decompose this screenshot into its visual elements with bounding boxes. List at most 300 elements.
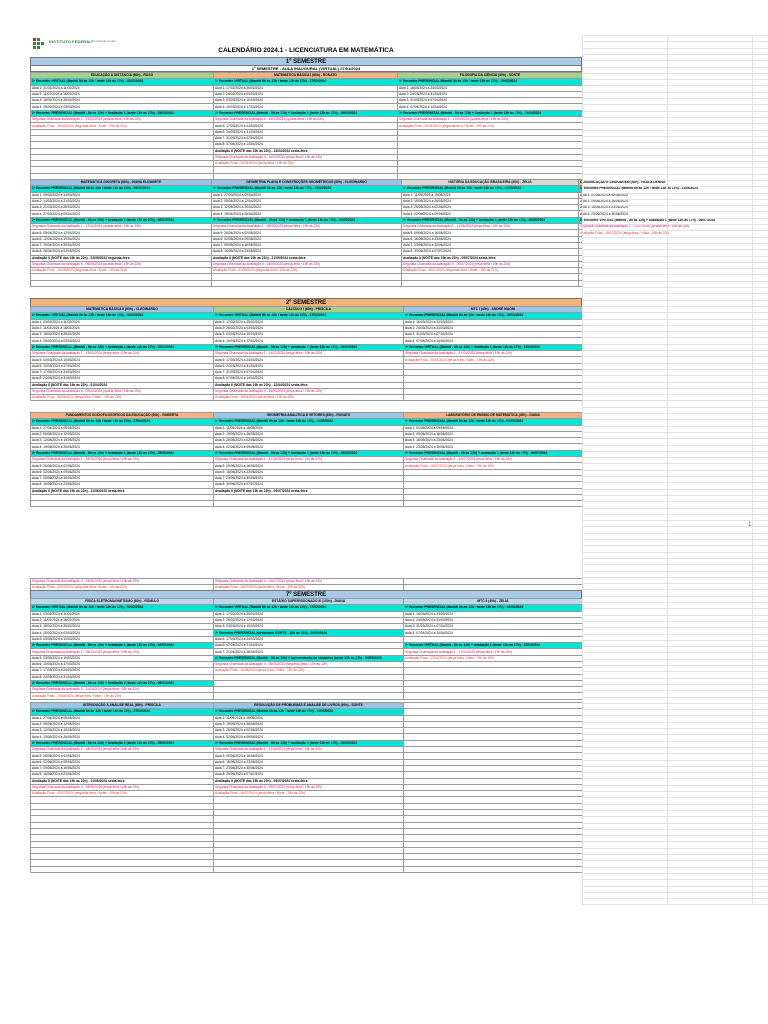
grid-line bbox=[582, 123, 768, 124]
schedule-cell: Avaliação Final - 20/04/2024 (terça-feira / Noite - 19h às 22h) bbox=[404, 357, 583, 363]
grid-line bbox=[582, 879, 768, 880]
schedule-cell: Aula 1: 01/06/2024 a 09/06/2024 bbox=[404, 425, 583, 431]
schedule-cell: Segunda Chamada da Avaliação II - 03/04/2024 (quarta-feira / 19h às 22h) bbox=[31, 388, 214, 394]
grid-line bbox=[582, 167, 768, 168]
schedule-cell: Aula 5: 09/06/2024 a 16/06/2024 bbox=[402, 230, 579, 236]
grid-line bbox=[582, 791, 768, 792]
schedule-cell: Aula 5: 26/05/2024 a 02/06/2024 bbox=[31, 463, 214, 469]
grid-line bbox=[582, 199, 768, 200]
grid-line bbox=[582, 867, 768, 868]
grid-line bbox=[582, 117, 768, 118]
schedule-cell: Aula 7: 09/05/2024 a 16/05/2024 bbox=[212, 242, 402, 248]
schedule-cell: 1º Encontro PRESENCIAL (Manhã 8h às 12h / tarde 13h às 17h) - 09/03/2024 bbox=[31, 186, 212, 192]
calendar-page-1 bbox=[30, 35, 716, 515]
schedule-cell: Aula 4: 02/06/2024 a 09/06/2024 bbox=[214, 444, 404, 450]
schedule-cell: Aula 3: 12/04/2024 a 19/04/2024 bbox=[212, 205, 402, 211]
schedule-cell: 2º Encontro PRESENCIAL (Manhã - 8h às 12h) + Avaliação 1 (tarde 13h às 17h) - 09/03/2024 bbox=[214, 110, 398, 116]
course-header: HISTÓRIA DA EDUCAÇÃO BRASILEIRA (40h) - ZELIA bbox=[402, 180, 579, 186]
table-header-row bbox=[31, 413, 583, 419]
schedule-cell: Aula 5: 09/06/2024 a 16/06/2024 bbox=[214, 463, 404, 469]
schedule-cell: Aula 3: 31/03/2024 a 07/04/2024 bbox=[404, 624, 583, 630]
grid-line bbox=[582, 571, 768, 572]
grid-line bbox=[582, 230, 768, 231]
schedule-cell: Aula 6: 24/03/2024 a 31/03/2024 bbox=[214, 129, 398, 135]
schedule-cell: Avaliação Final - 20/04/2024 (segunda-feira / Noite - 19h às 22h) bbox=[398, 123, 583, 129]
schedule-cell bbox=[402, 280, 579, 286]
schedule-cell: Avaliação Final - 10/05/2024 (segunda-feira / Noite - 19h às 22h) bbox=[31, 268, 212, 274]
schedule-cell: Segunda Chamada da Avaliação 1 - 17/04/2024 (terça-feira / 19h às 22h) bbox=[404, 649, 583, 655]
schedule-cell: Aula 3: 18/02/2024 a 25/02/2024 bbox=[31, 98, 214, 104]
schedule-cell: Avaliação II (NOITE das 19h às 22h) - 21/05/2024 sexta-feira bbox=[212, 255, 402, 261]
table-header-row bbox=[31, 307, 583, 313]
grid-line bbox=[582, 804, 768, 805]
course-header: FUNDAMENTOS SOCIOFILOSÓFICOS DA EDUCAÇÃO (60h) - ROBERTA bbox=[31, 413, 214, 419]
schedule-cell bbox=[404, 395, 583, 401]
schedule-cell: Aula 2: 24/03/2024 a 31/03/2024 bbox=[404, 325, 583, 331]
schedule-cell: Aula 3: 03/03/2024 a 10/03/2024 bbox=[214, 98, 398, 104]
grid-line bbox=[582, 79, 768, 80]
grid-line bbox=[582, 243, 768, 244]
schedule-cell: Aula 3: 12/05/2024 a 19/05/2024 bbox=[31, 438, 214, 444]
schedule-cell: Aula 6: 16/06/2024 a 23/06/2024 bbox=[214, 469, 404, 475]
grid-line bbox=[582, 319, 768, 320]
schedule-cell bbox=[212, 280, 402, 286]
schedule-cell: 1º Encontro VIRTUAL (Manhã 8h às 12h / tarde 13h às 17h) - 17/02/2024 bbox=[214, 313, 404, 319]
grid-line bbox=[582, 438, 768, 439]
schedule-cell: Segunda Chamada da Avaliação II - 25/06/2024 (terça-feira / 19h às 22h) bbox=[31, 579, 214, 585]
course-header: INTRODUÇÃO À ANÁLISE REAL (60h) - PRISCILA bbox=[31, 703, 214, 709]
schedule-cell: Aula 4: 19/05/2024 a 26/05/2024 bbox=[31, 734, 214, 740]
schedule-cell: Aula 4: 23/06/2024 a 30/06/2024 bbox=[580, 211, 628, 216]
semester-7-row-2-table bbox=[30, 702, 583, 873]
grid-line bbox=[582, 363, 768, 364]
schedule-cell: Aula 3: 12/05/2024 a 19/05/2024 bbox=[31, 728, 214, 734]
grid-line bbox=[582, 514, 768, 515]
grid-line bbox=[582, 180, 768, 181]
schedule-cell: 2º Encontro PRESENCIAL (Manhã - 8h às 12h) + Avaliação 1 (tarde 13h às 17h) - 08/06/2024 bbox=[402, 217, 579, 223]
schedule-cell: Avaliação Final - 02/07/2024 (segunda-feira / Noite - 19h às 22h) bbox=[31, 791, 214, 797]
schedule-cell: Avaliação Final - 15/07/2024 (terça-feira / Noite - 19h às 22h) bbox=[580, 230, 670, 235]
grid-line bbox=[582, 92, 768, 93]
schedule-cell: Aula 2: 26/02/2024 a 03/03/2024 bbox=[214, 91, 398, 97]
table-header-row bbox=[31, 180, 583, 186]
grid-line bbox=[582, 451, 768, 452]
schedule-cell: 2º Encontro PRESENCIAL (Manhã - 8h às 12h) + Avaliação 1 (tarde 13h às 17h) - 09/03/2024 bbox=[214, 344, 404, 350]
schedule-cell: Aula 2: 09/04/2024 a 12/04/2024 bbox=[212, 198, 402, 204]
schedule-cell: 1º Encontro VIRTUAL (Manhã 8h às 12h / tarde 13h às 17h) - 03/02/2024 bbox=[31, 79, 214, 85]
schedule-cell: 2º Encontro PRESENCIAL (Manhã - 8h às 12h) + Apresentação de relatórios (tarde 13h às 17h) - 04/05/2024 bbox=[214, 655, 404, 661]
course-header: EDUCAÇÃO A DISTÂNCIA (60h) - ROSO bbox=[31, 73, 214, 79]
schedule-cell: Aula 1: 17/02/2024 a 25/02/2024 bbox=[214, 319, 404, 325]
grid-line bbox=[582, 671, 768, 672]
grid-line bbox=[582, 356, 768, 357]
grid-line bbox=[582, 886, 768, 887]
schedule-cell bbox=[214, 693, 404, 699]
table-row bbox=[31, 450, 583, 456]
schedule-cell: Aula 4: 02/06/2024 a 09/06/2024 bbox=[214, 734, 404, 740]
schedule-cell: Aula 6: 02/06/2024 a 09/06/2024 bbox=[31, 759, 214, 765]
schedule-cell: Aula 3: 18/02/2024 a 25/02/2024 bbox=[31, 332, 214, 338]
grid-line bbox=[582, 589, 768, 590]
schedule-cell: Segunda Chamada da Avaliação 1 - 28/05/2024 (terça-feira / 19h às 22h) bbox=[31, 747, 214, 753]
schedule-cell: Avaliação II (NOITE das 19h às 22h) - 05/07/2024 sexta-feira bbox=[214, 778, 404, 784]
grid-line bbox=[582, 646, 768, 647]
schedule-cell: Segunda Chamada da Avaliação II - 09/07/2024 (terça-feira / 19h às 22h) bbox=[214, 784, 404, 790]
course-header: FILOSOFIA DA CIÊNCIA (40h) - SONTE bbox=[398, 73, 583, 79]
schedule-cell: Aula 2: 11/02/2024 a 18/02/2024 bbox=[31, 325, 214, 331]
grid-line bbox=[582, 382, 768, 383]
table-row bbox=[31, 280, 583, 286]
schedule-cell: Segunda Chamada da Avaliação II - 09/07/2024 (terça-feira / 19h às 22h) bbox=[214, 579, 404, 585]
grid-line bbox=[582, 665, 768, 666]
schedule-cell: Aula 2: 05/05/2024 a 12/05/2024 bbox=[31, 721, 214, 727]
grid-line bbox=[582, 860, 768, 861]
schedule-cell: Avaliação II (NOITE das 19h às 22h) - 21/06/2024 sexta-feira bbox=[31, 778, 214, 784]
grid-line bbox=[582, 331, 768, 332]
semester-7-band: 7º SEMESTRE bbox=[30, 590, 582, 599]
schedule-cell: Aula 1: 16/03/2024 a 24/03/2024 bbox=[398, 85, 583, 91]
schedule-cell: Aula 8: 30/06/2024 a 07/07/2024 bbox=[402, 249, 579, 255]
schedule-cell: Aula 3: 31/03/2024 a 07/04/2024 bbox=[404, 332, 583, 338]
table-row bbox=[31, 351, 583, 357]
table-row bbox=[31, 395, 583, 401]
schedule-cell: Aula 7: 23/06/2024 a 30/06/2024 bbox=[214, 765, 404, 771]
grid-line bbox=[582, 785, 768, 786]
schedule-cell: Aula 7: 31/03/2024 a 07/04/2024 bbox=[214, 135, 398, 141]
document-title: CALENDÁRIO 2024.1 - LICENCIATURA EM MATEMÁTICA bbox=[218, 47, 394, 54]
grid-column-line bbox=[667, 35, 668, 905]
grid-line bbox=[582, 709, 768, 710]
schedule-cell: Aula 5: 09/04/2024 a 12/04/2024 bbox=[31, 230, 212, 236]
schedule-cell: Segunda Chamada da Avaliação 1 - 11/06/2024 (terça-feira / 19h às 22h) bbox=[214, 457, 404, 463]
schedule-cell: Aula 8: 07/04/2024 a 14/04/2024 bbox=[214, 376, 404, 382]
schedule-cell: Aula 5: 09/06/2024 a 16/06/2024 bbox=[214, 753, 404, 759]
schedule-cell: Aula 6: 12/04/2024 a 19/04/2024 bbox=[31, 236, 212, 242]
schedule-cell: Segunda Chamada da Avaliação 1 - 05/03/2024 (terça-feira / 19h às 22h) bbox=[31, 649, 214, 655]
schedule-cell: Avaliação Final - 31/05/2024 (segunda-feira / 19h às 22h) bbox=[212, 268, 402, 274]
grid-line bbox=[582, 841, 768, 842]
grid-line bbox=[582, 596, 768, 597]
empty-cell bbox=[404, 866, 583, 872]
schedule-cell: Aula 3: 21/03/2024 a 28/03/2024 bbox=[31, 205, 212, 211]
grid-line bbox=[582, 835, 768, 836]
schedule-cell: Segunda Chamada da Avaliação II - 16/04/2024 (terça-feira / 19h às 22h) bbox=[214, 154, 398, 160]
grid-line bbox=[582, 130, 768, 131]
schedule-cell: Aula 3: 16/06/2024 a 23/06/2024 bbox=[404, 438, 583, 444]
schedule-cell: 3º Encontro PRESENCIAL (Manhã - 8h às 12h) + Avaliação 2 (tarde 13h às 17h) - 06/04/2024 bbox=[31, 680, 214, 686]
schedule-cell: Aula 1: 11/05/2024 a 19/05/2024 bbox=[214, 425, 404, 431]
schedule-cell: Segunda Chamada da Avaliação 1 - 14/03/2024 (terça-feira / 19h às 22h) bbox=[214, 351, 404, 357]
schedule-cell: Segunda Chamada da Avaliação II - 09/07/2024 (terça-feira / 19h às 22h) bbox=[402, 261, 579, 267]
grid-line bbox=[582, 136, 768, 137]
schedule-cell: Aula 7: 19/04/2024 a 26/04/2024 bbox=[31, 242, 212, 248]
schedule-cell: Avaliação II (NOITE das 19h às 22h) - 01/04/2024 bbox=[31, 382, 214, 388]
schedule-cell: Aula 2: 24/03/2024 a 31/03/2024 bbox=[404, 617, 583, 623]
schedule-cell: Aula 4: 07/04/2024 a 14/04/2024 bbox=[398, 104, 583, 110]
schedule-cell: Aula 1: 16/03/2024 a 24/03/2024 bbox=[404, 611, 583, 617]
table-row bbox=[31, 693, 583, 699]
schedule-cell: Segunda Chamada da Avaliação II - 16/04/2024 (terça-feira / 19h às 22h) bbox=[214, 388, 404, 394]
grid-line bbox=[582, 489, 768, 490]
grid-line bbox=[582, 873, 768, 874]
grid-line bbox=[582, 375, 768, 376]
schedule-cell: Aula 2: 09/06/2024 a 16/06/2024 bbox=[404, 431, 583, 437]
grid-line bbox=[582, 300, 768, 301]
schedule-cell: Avaliação Final - 20/04/2024 (sexta-feira / 19h às 22h) bbox=[214, 161, 398, 167]
grid-line bbox=[582, 193, 768, 194]
schedule-cell: Segunda Chamada da Avaliação 1 - 16/03/2024 (quarta-feira / 19h às 22h) bbox=[214, 117, 398, 123]
schedule-cell: Avaliação II (NOITE das 19h às 22h) - 05/07/2024 sexta-feira bbox=[214, 488, 404, 494]
schedule-cell: Aula 1: 27/04/2024 a 05/05/2024 bbox=[31, 715, 214, 721]
schedule-cell: Aula 1: 16/03/2024 a 24/03/2024 bbox=[404, 319, 583, 325]
schedule-cell: Aula 3: 16/06/2024 a 23/06/2024 bbox=[580, 205, 628, 210]
grid-line bbox=[582, 545, 768, 546]
table-row bbox=[31, 186, 583, 192]
course-header: ESTÁGIO SUPERVISIONADO III (100h) - DIANA bbox=[214, 599, 404, 605]
schedule-cell: Aula 8: 30/06/2024 a 07/07/2024 bbox=[214, 482, 404, 488]
schedule-cell: Aula 2: 19/05/2024 a 26/05/2024 bbox=[402, 198, 579, 204]
grid-line bbox=[582, 627, 768, 628]
empty-cell bbox=[214, 501, 404, 507]
schedule-cell: Segunda Chamada da Avaliação 1 - 17/04/2024 (quarta-feira / 19h às 22h) bbox=[398, 117, 583, 123]
schedule-cell: Avaliação II (NOITE das 19h às 22h) - 02/05/2024 segunda-feira bbox=[31, 255, 212, 261]
schedule-cell: Avaliação II (NOITE das 19h às 22h) - 21/06/2024 sexta-feira bbox=[31, 488, 214, 494]
grid-line bbox=[582, 797, 768, 798]
schedule-cell: Segunda Chamada da Avaliação 1 - 17/04/2024 (quarta-feira / 19h às 22h) bbox=[31, 224, 212, 230]
schedule-cell: Segunda Chamada da Avaliação 1 - 10/07/2024 (terça-feira / 19h às 22h) bbox=[404, 457, 583, 463]
grid-line bbox=[582, 224, 768, 225]
schedule-cell: Aula 3: 26/05/2024 a 02/06/2024 bbox=[214, 438, 404, 444]
course-header: MATEMÁTICA BÁSICA I (60h) - RONATO bbox=[214, 73, 398, 79]
schedule-cell: Aula 2: 11/02/2024 a 18/02/2024 bbox=[31, 617, 214, 623]
schedule-cell: Aula 5: 03/03/2024 a 10/03/2024 bbox=[31, 357, 214, 363]
schedule-cell: Aula 2: 19/05/2024 a 26/05/2024 bbox=[214, 431, 404, 437]
schedule-cell: Aula 7: 31/03/2024 a 07/04/2024 bbox=[214, 369, 404, 375]
grid-line bbox=[582, 287, 768, 288]
grid-line bbox=[582, 98, 768, 99]
schedule-cell: Avaliação Final - 15/03/2024 (segunda-feira / Noite - 19h às 22h) bbox=[31, 123, 214, 129]
grid-line bbox=[582, 419, 768, 420]
schedule-cell: 1º Encontro PRESENCIAL (Manhã 8h às 12h / tarde 13h às 17h) - 11/05/2024 bbox=[214, 419, 404, 425]
schedule-cell: Segunda Chamada da Avaliação 1 - 08/05/2024 (terça-feira / 19h às 22h) bbox=[212, 224, 402, 230]
grid-line bbox=[582, 432, 768, 433]
grid-line bbox=[582, 552, 768, 553]
schedule-cell: Avaliação Final - 08/04/2024 (terça-feira / Noite - 19h às 22h) bbox=[31, 395, 214, 401]
schedule-cell: Aula 4: 23/06/2024 a 30/06/2024 bbox=[404, 444, 583, 450]
schedule-cell: Segunda Chamada da Avaliação II - 24/05/2024 (terça-feira / 19h às 22h) bbox=[212, 261, 402, 267]
schedule-cell: 2º Encontro VIRTUAL (Manhã - 8h às 12h) + Avaliação 1 (tarde 13h às 17h) - 06/07/2024 bbox=[580, 217, 716, 222]
table-header-row bbox=[31, 73, 583, 79]
schedule-cell: Aula 4: 07/04/2024 a 14/04/2024 bbox=[404, 630, 583, 636]
schedule-cell: Avaliação Final - 10/05/2024 (terça-feira / Noite - 19h às 22h) bbox=[214, 668, 404, 674]
schedule-cell: Aula 4: 10/03/2024 a 17/03/2024 bbox=[214, 104, 398, 110]
schedule-cell: Avaliação II (NOITE das 19h às 22h) - 13/04/2024 sexta-feira bbox=[214, 148, 398, 154]
grid-line bbox=[582, 274, 768, 275]
schedule-cell: 1º Encontro PRESENCIAL (Manhã 8h às 12h / tarde 13h às 17h) - 11/05/2024 bbox=[580, 186, 698, 191]
grid-line bbox=[582, 501, 768, 502]
page-number: 1 bbox=[748, 522, 752, 528]
grid-line bbox=[582, 104, 768, 105]
schedule-cell: Aula 8: 24/03/2024 a 31/03/2024 bbox=[31, 674, 214, 680]
schedule-cell: Aula 7: 17/03/2024 a 24/03/2024 bbox=[31, 668, 214, 674]
grid-line bbox=[582, 48, 768, 49]
semester-2-band: 2º SEMESTRE bbox=[30, 298, 582, 307]
schedule-cell: Aula 2: 09/06/2024 a 16/06/2024 bbox=[580, 199, 628, 204]
grid-line bbox=[582, 753, 768, 754]
schedule-cell bbox=[31, 280, 212, 286]
table-row bbox=[31, 501, 583, 507]
schedule-cell: Aula 1: 31/01/2024 a 11/02/2024 bbox=[31, 85, 214, 91]
grid-line bbox=[582, 426, 768, 427]
schedule-cell: Aula 5: 17/03/2024 a 24/03/2024 bbox=[214, 636, 404, 642]
grid-line bbox=[582, 684, 768, 685]
schedule-cell: Aula 6: 10/03/2024 a 17/03/2024 bbox=[31, 661, 214, 667]
grid-line bbox=[582, 621, 768, 622]
schedule-cell: Aula 1: 03/02/2024 a 11/02/2024 bbox=[31, 611, 214, 617]
schedule-cell: Aula 4: 27/03/2024 a 09/04/2024 bbox=[31, 211, 212, 217]
schedule-cell: Aula 2: 19/05/2024 a 26/05/2024 bbox=[214, 721, 404, 727]
schedule-cell: 1º Encontro PRESENCIAL (Manhã 8h às 12h / tarde 13h às 17h) - 27/04/2024 bbox=[31, 419, 214, 425]
table-row bbox=[31, 344, 583, 350]
table-row bbox=[31, 110, 583, 116]
grid-line bbox=[582, 369, 768, 370]
table-row bbox=[31, 866, 583, 872]
grid-line bbox=[582, 734, 768, 735]
course-header: COMUNICAÇÃO E LINGUAGEM (40h) - PAULA DENISE bbox=[580, 180, 666, 185]
schedule-cell: Aula 5: 26/05/2024 a 02/06/2024 bbox=[31, 753, 214, 759]
schedule-cell: Aula 8: 30/06/2024 a 07/07/2024 bbox=[214, 772, 404, 778]
schedule-cell: Aula 1: 11/05/2024 a 19/05/2024 bbox=[214, 715, 404, 721]
grid-line bbox=[582, 697, 768, 698]
grid-line bbox=[582, 854, 768, 855]
grid-line bbox=[582, 350, 768, 351]
grid-line bbox=[582, 583, 768, 584]
grid-line bbox=[582, 73, 768, 74]
grid-line bbox=[582, 211, 768, 212]
schedule-cell: Avaliação Final - 16/07/2024 (sexta-feira / Noite - 19h às 22h) bbox=[214, 791, 404, 797]
schedule-cell: Aula 8: 16/06/2024 a 23/06/2024 bbox=[31, 772, 214, 778]
grid-line bbox=[582, 337, 768, 338]
grid-line bbox=[582, 400, 768, 401]
schedule-cell: Avaliação Final - 23/04/2024 (terça-feira / Noite - 19h às 22h) bbox=[404, 655, 583, 661]
table-row bbox=[31, 457, 583, 463]
schedule-cell: Aula 3: 03/03/2024 a 10/03/2024 bbox=[214, 624, 404, 630]
schedule-cell: Aula 4: 10/03/2024 a 17/03/2024 bbox=[214, 338, 404, 344]
schedule-cell: 2º Encontro PRESENCIAL (Manhã - 8h às 12h) + Avaliação 1 (tarde 13h às 17h) - 04/05/2024 bbox=[212, 217, 402, 223]
grid-line bbox=[582, 829, 768, 830]
org-name: INSTITUTO FEDERAL bbox=[49, 39, 92, 44]
schedule-cell: Aula 2: 05/05/2024 a 12/05/2024 bbox=[31, 431, 214, 437]
grid-line bbox=[582, 312, 768, 313]
schedule-cell: Aula 4: 19/05/2024 a 26/05/2024 bbox=[31, 444, 214, 450]
grid-line bbox=[582, 533, 768, 534]
schedule-cell: Segunda Chamada da Avaliação II - 05/05/2024 (quarta-feira / 19h às 22h) bbox=[31, 261, 212, 267]
table-row bbox=[31, 313, 583, 319]
course-header: MATEMÁTICA DISCRETA (60h) - DIANA ELIZABETE bbox=[31, 180, 212, 186]
grid-line bbox=[582, 741, 768, 742]
schedule-cell: Aula 8: 07/04/2024 a 14/04/2024 bbox=[214, 142, 398, 148]
course-header: GEOMETRIA PLANA E CONSTRUÇÕES GEOMÉTRICAS (60h) - CLEDINARDO bbox=[212, 180, 402, 186]
grid-line bbox=[582, 558, 768, 559]
grid-line bbox=[582, 161, 768, 162]
grid-line bbox=[582, 325, 768, 326]
grid-line bbox=[582, 67, 768, 68]
schedule-cell: Aula 7: 17/03/2024 a 24/03/2024 bbox=[31, 369, 214, 375]
grid-line bbox=[582, 268, 768, 269]
grid-line bbox=[582, 394, 768, 395]
grid-line bbox=[582, 577, 768, 578]
schedule-cell: Segunda Chamada da Avaliação 1 - 13/03/2024 (quarta-feira / 19h às 22h) bbox=[31, 117, 214, 123]
grid-line bbox=[582, 823, 768, 824]
schedule-cell: Avaliação II (NOITE das 19h às 22h) - 12/04/2024 sexta-feira bbox=[214, 382, 404, 388]
semester-1-band: 1º SEMESTRE bbox=[30, 57, 582, 66]
table-row bbox=[31, 419, 583, 425]
semester-7-row-1-table bbox=[30, 598, 583, 700]
schedule-cell: Aula 4: 19/04/2024 a 26/04/2024 bbox=[212, 211, 402, 217]
schedule-cell: Aula 5: 03/03/2024 a 10/03/2024 bbox=[31, 636, 214, 642]
grid-line bbox=[582, 445, 768, 446]
grid-line bbox=[582, 640, 768, 641]
schedule-cell: 2º Encontro PRESENCIAL (Manhã - 8h às 12h) + Avaliação 1 (tarde 13h às 17h) - 09/03/2024 bbox=[31, 110, 214, 116]
grid-line bbox=[582, 678, 768, 679]
grid-line bbox=[582, 848, 768, 849]
course-header: LABORATÓRIO DE ENSINO DE MATEMÁTICA (40h) - DIANA bbox=[404, 413, 583, 419]
schedule-cell: Aula 3: 26/05/2024 a 02/06/2024 bbox=[214, 728, 404, 734]
table-row bbox=[31, 605, 583, 611]
grid-line bbox=[582, 148, 768, 149]
schedule-cell: Aula 1: 17/02/2024 a 25/02/2024 bbox=[214, 611, 404, 617]
schedule-cell: Avaliação II (NOITE das 19h às 22h) - 05/07/2024 sexta-feira bbox=[402, 255, 579, 261]
schedule-cell: Segunda Chamada da Avaliação 1 - 11/06/2024 (terça-feira / 19h às 22h) bbox=[402, 224, 579, 230]
empty-cell bbox=[31, 866, 214, 872]
course-header: MTC I (40h) - ANDRÉ MAGNI bbox=[404, 307, 583, 313]
schedule-cell: 1º Encontro PRESENCIAL (Manhã 8h às 12h / tarde 13h às 17h) - 11/05/2024 bbox=[214, 709, 404, 715]
grid-line bbox=[582, 482, 768, 483]
schedule-cell: Aula 8: 24/03/2024 a 31/03/2024 bbox=[31, 376, 214, 382]
grid-line bbox=[582, 155, 768, 156]
schedule-cell: Aula 3: 03/03/2024 a 10/03/2024 bbox=[214, 332, 404, 338]
schedule-cell: 2º Encontro PRESENCIAL (Manhã - 8h às 12h) + Avaliação 1 (tarde 13h às 17h) - 13/04/2024 bbox=[398, 110, 583, 116]
schedule-cell: Aula 1: 17/02/2024 a 25/02/2024 bbox=[214, 85, 398, 91]
schedule-cell: Aula 8: 16/05/2024 a 23/05/2024 bbox=[212, 249, 402, 255]
grid-line bbox=[582, 237, 768, 238]
schedule-cell: Aula 1: 09/03/2024 a 14/03/2024 bbox=[31, 192, 212, 198]
schedule-cell: Aula 6: 02/05/2024 a 09/05/2024 bbox=[212, 236, 402, 242]
schedule-cell: 1º Encontro PRESENCIAL (Manhã 8h às 12h / tarde 13h às 17h) - 11/05/2024 bbox=[402, 186, 579, 192]
schedule-cell: 1º Encontro PRESENCIAL (Manhã 8h às 12h / tarde 13h às 17h) - 16/03/2024 bbox=[404, 313, 583, 319]
schedule-cell: Aula 5: 17/03/2024 a 24/03/2024 bbox=[214, 357, 404, 363]
schedule-cell: Segunda Chamada da Avaliação II - 25/06/2024 (terça-feira / 19h às 22h) bbox=[31, 784, 214, 790]
grid-line bbox=[582, 602, 768, 603]
org-subtitle: Rio Grande do Sul bbox=[91, 39, 116, 43]
grid-line bbox=[582, 703, 768, 704]
schedule-cell: 2º Encontro VIRTUAL (Manhã - 8h às 12h) + Avaliação 1 (tarde 13h às 17h) - 13/04/2024 bbox=[404, 643, 583, 649]
schedule-cell: 2º Encontro VIRTUAL (Manhã - 8h às 12h) + Avaliação 1 (tarde 13h às 17h) - 13/04/2024 bbox=[404, 344, 583, 350]
grid-line bbox=[582, 539, 768, 540]
spreadsheet-grid-area bbox=[582, 35, 768, 905]
table-row bbox=[31, 117, 583, 123]
grid-line bbox=[582, 747, 768, 748]
grid-line bbox=[582, 778, 768, 779]
table-header-row bbox=[31, 599, 583, 605]
grid-line bbox=[582, 476, 768, 477]
schedule-cell: 1º Encontro PRESENCIAL (Manhã 8h às 12h / tarde 13h às 17h) - 16/03/2024 bbox=[404, 605, 583, 611]
schedule-cell: Avaliação Final - 19/04/2024 (sexta-feira / 19h às 22h) bbox=[214, 395, 404, 401]
schedule-cell: Aula 1: 03/02/2024 a 11/02/2024 bbox=[31, 319, 214, 325]
schedule-cell: Aula 2: 11/02/2024 a 18/02/2024 bbox=[31, 91, 214, 97]
grid-line bbox=[582, 306, 768, 307]
grid-line bbox=[582, 608, 768, 609]
